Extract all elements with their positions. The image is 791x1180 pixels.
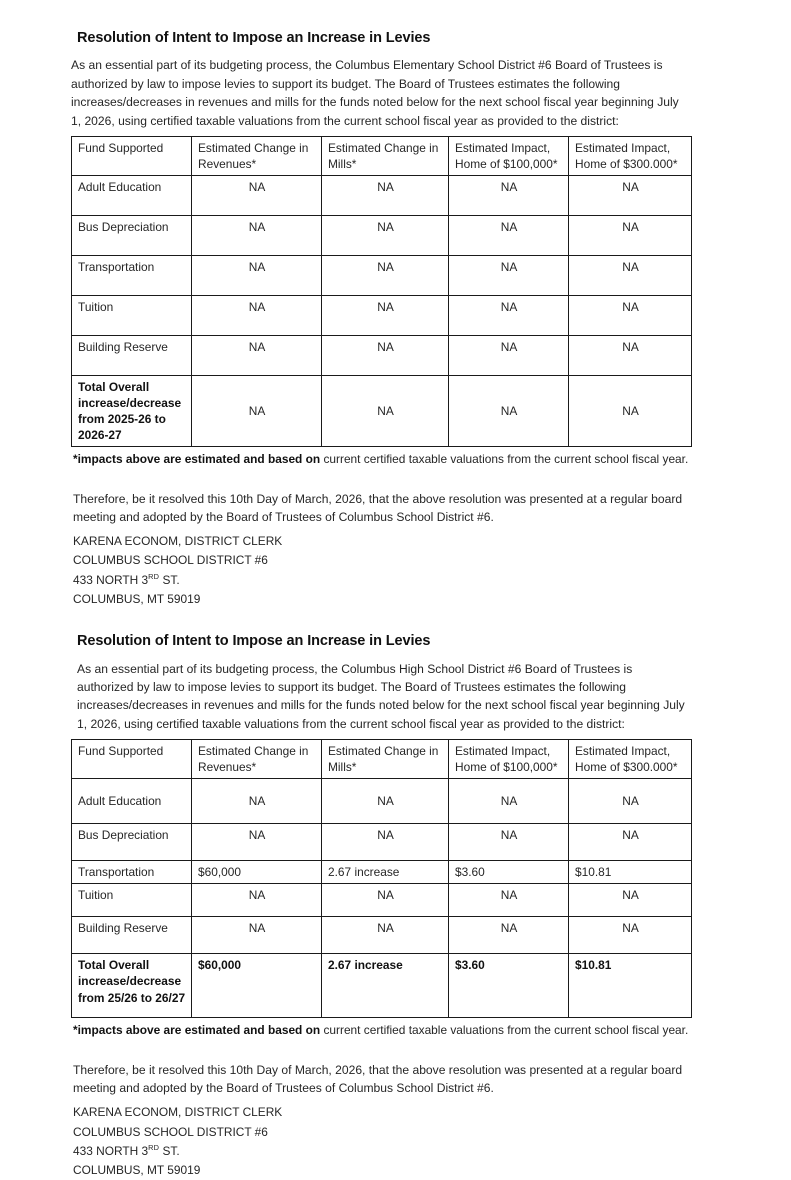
- street-number: 433 NORTH 3: [73, 1143, 149, 1158]
- table-row: [72, 824, 692, 861]
- cell-value: NA: [192, 216, 322, 256]
- table-header-row: [72, 740, 692, 779]
- cell-value: NA: [322, 256, 449, 296]
- cell-value: $60,000: [192, 861, 322, 884]
- cell-value-total: NA: [569, 376, 692, 447]
- column-header-fund: Fund Supported: [72, 740, 192, 779]
- footnote-rest-text: current certified taxable valuations from the current school fiscal year.: [320, 452, 689, 467]
- cell-value-total: 2.67 increase: [322, 954, 449, 1018]
- cell-value: NA: [322, 296, 449, 336]
- row-label: Transportation: [72, 861, 192, 884]
- clerk-name: KARENA ECONOM, DISTRICT CLERK: [73, 534, 283, 549]
- cell-value: NA: [449, 216, 569, 256]
- footnote-bold-text: *impacts above are estimated and based on: [73, 1023, 321, 1038]
- street-suffix: ST.: [159, 572, 180, 587]
- cell-value: NA: [192, 884, 322, 917]
- column-header-change-revenues: Estimated Change in Revenues*: [192, 740, 322, 779]
- cell-value: NA: [192, 336, 322, 376]
- cell-value: NA: [569, 779, 692, 824]
- cell-value-total: NA: [322, 376, 449, 447]
- cell-value: NA: [449, 176, 569, 216]
- district-name: COLUMBUS SCHOOL DISTRICT #6: [73, 553, 268, 568]
- cell-value: NA: [569, 296, 692, 336]
- cell-value: NA: [569, 917, 692, 954]
- cell-value: $3.60: [449, 861, 569, 884]
- cell-value: NA: [569, 336, 692, 376]
- street-ordinal-suffix: RD: [148, 1142, 160, 1152]
- table-row: [72, 216, 692, 256]
- row-label: Tuition: [72, 884, 192, 917]
- cell-value: $10.81: [569, 861, 692, 884]
- cell-value: NA: [192, 779, 322, 824]
- table-footnote: [73, 451, 691, 468]
- row-label: Building Reserve: [72, 336, 192, 376]
- column-header-change-revenues: Estimated Change in Revenues*: [192, 136, 322, 175]
- cell-value: NA: [569, 176, 692, 216]
- cell-value-total: NA: [192, 376, 322, 447]
- cell-value: NA: [322, 824, 449, 861]
- cell-value: NA: [449, 917, 569, 954]
- row-label-total: Total Overall increase/decrease from 25/26 to 26/27: [72, 954, 192, 1018]
- cell-value-total: $3.60: [449, 954, 569, 1018]
- cell-value: NA: [322, 216, 449, 256]
- cell-value: NA: [192, 296, 322, 336]
- cell-value: NA: [322, 917, 449, 954]
- row-label: Adult Education: [72, 779, 192, 824]
- cell-value: NA: [192, 176, 322, 216]
- clerk-name: KARENA ECONOM, DISTRICT CLERK: [73, 1105, 283, 1120]
- table-footnote: [73, 1022, 691, 1039]
- cell-value-total: $10.81: [569, 954, 692, 1018]
- cell-value: NA: [449, 336, 569, 376]
- column-header-impact-100k: Estimated Impact, Home of $100,000*: [449, 136, 569, 175]
- row-label: Tuition: [72, 296, 192, 336]
- cell-value: NA: [569, 884, 692, 917]
- cell-value: NA: [449, 779, 569, 824]
- street-address: [73, 571, 691, 590]
- row-label: Building Reserve: [72, 917, 192, 954]
- cell-value: NA: [322, 779, 449, 824]
- table-row: [72, 176, 692, 216]
- table-row: [72, 917, 692, 954]
- table-row: [72, 296, 692, 336]
- cell-value: 2.67 increase: [322, 861, 449, 884]
- city-state-zip: COLUMBUS, MT 59019: [73, 592, 201, 607]
- intro-paragraph-elementary: As an essential part of its budgeting process, the Columbus Elementary School District #6 Board of Trustees is authorized by law to impose levies to support its budget. The Board of Trustees estimates the following increases/decreases in revenues and mills for the funds noted below for the next school fiscal year beginning July 1, 2026, using certified taxable valuations from the current school fiscal year as provided to the district:: [71, 58, 679, 128]
- row-label: Adult Education: [72, 176, 192, 216]
- intro-paragraph-high-school: As an essential part of its budgeting process, the Columbus High School District #6 Board of Trustees is authorized by law to impose levies to support its budget. The Board of Trustees estimates the following increases/decreases in revenues and mills for the funds noted below for the next school fiscal year beginning July 1, 2026, using certified taxable valuations from the current school fiscal year as provided to the district:: [77, 661, 685, 731]
- closing-paragraph: Therefore, be it resolved this 10th Day of March, 2026, that the above resolution was presented at a regular board meeting and adopted by the Board of Trustees of Columbus School District #6.: [73, 491, 683, 525]
- levy-table-high-school: [71, 739, 692, 1018]
- levy-table-elementary: [71, 136, 692, 447]
- cell-value: NA: [322, 884, 449, 917]
- cell-value: NA: [192, 824, 322, 861]
- section-divider-space: [71, 609, 691, 633]
- city-state-zip: COLUMBUS, MT 59019: [73, 1163, 201, 1178]
- table-total-row: [72, 954, 692, 1018]
- cell-value: NA: [449, 824, 569, 861]
- row-label: Bus Depreciation: [72, 824, 192, 861]
- street-ordinal-suffix: RD: [148, 571, 160, 581]
- street-number: 433 NORTH 3: [73, 572, 149, 587]
- column-header-impact-100k: Estimated Impact, Home of $100,000*: [449, 740, 569, 779]
- column-header-change-mills: Estimated Change in Mills*: [322, 136, 449, 175]
- table-total-row: [72, 376, 692, 447]
- column-header-change-mills: Estimated Change in Mills*: [322, 740, 449, 779]
- signature-block: [73, 1103, 691, 1180]
- column-header-impact-300k: Estimated Impact, Home of $300.000*: [569, 136, 692, 175]
- table-row: [72, 779, 692, 824]
- street-suffix: ST.: [159, 1143, 180, 1158]
- page-title-elementary: Resolution of Intent to Impose an Increase in Levies: [77, 30, 431, 46]
- table-row: [72, 336, 692, 376]
- row-label-total: Total Overall increase/decrease from 2025-26 to 2026-27: [72, 376, 192, 447]
- district-name: COLUMBUS SCHOOL DISTRICT #6: [73, 1124, 268, 1139]
- table-row: [72, 256, 692, 296]
- cell-value: NA: [569, 216, 692, 256]
- footnote-rest-text: current certified taxable valuations from the current school fiscal year.: [320, 1023, 689, 1038]
- table-row: [72, 861, 692, 884]
- closing-paragraph: Therefore, be it resolved this 10th Day of March, 2026, that the above resolution was presented at a regular board meeting and adopted by the Board of Trustees of Columbus School District #6.: [73, 1063, 683, 1096]
- column-header-impact-300k: Estimated Impact, Home of $300.000*: [569, 740, 692, 779]
- cell-value: NA: [449, 884, 569, 917]
- cell-value: NA: [192, 256, 322, 296]
- cell-value: NA: [322, 176, 449, 216]
- cell-value: NA: [449, 256, 569, 296]
- row-label: Transportation: [72, 256, 192, 296]
- page-title-high-school: Resolution of Intent to Impose an Increase in Levies: [77, 633, 431, 650]
- row-label: Bus Depreciation: [72, 216, 192, 256]
- cell-value-total: NA: [449, 376, 569, 447]
- cell-value: NA: [192, 917, 322, 954]
- cell-value: NA: [569, 824, 692, 861]
- signature-block: [73, 532, 691, 609]
- table-header-row: [72, 136, 692, 175]
- resolution-section-high-school: [71, 633, 691, 1180]
- resolution-section-elementary: [71, 30, 691, 609]
- cell-value: NA: [449, 296, 569, 336]
- cell-value: NA: [322, 336, 449, 376]
- footnote-bold-text: *impacts above are estimated and based on: [73, 452, 321, 467]
- street-address: [73, 1142, 691, 1161]
- table-row: [72, 884, 692, 917]
- cell-value-total: $60,000: [192, 954, 322, 1018]
- column-header-fund: Fund Supported: [72, 136, 192, 175]
- cell-value: NA: [569, 256, 692, 296]
